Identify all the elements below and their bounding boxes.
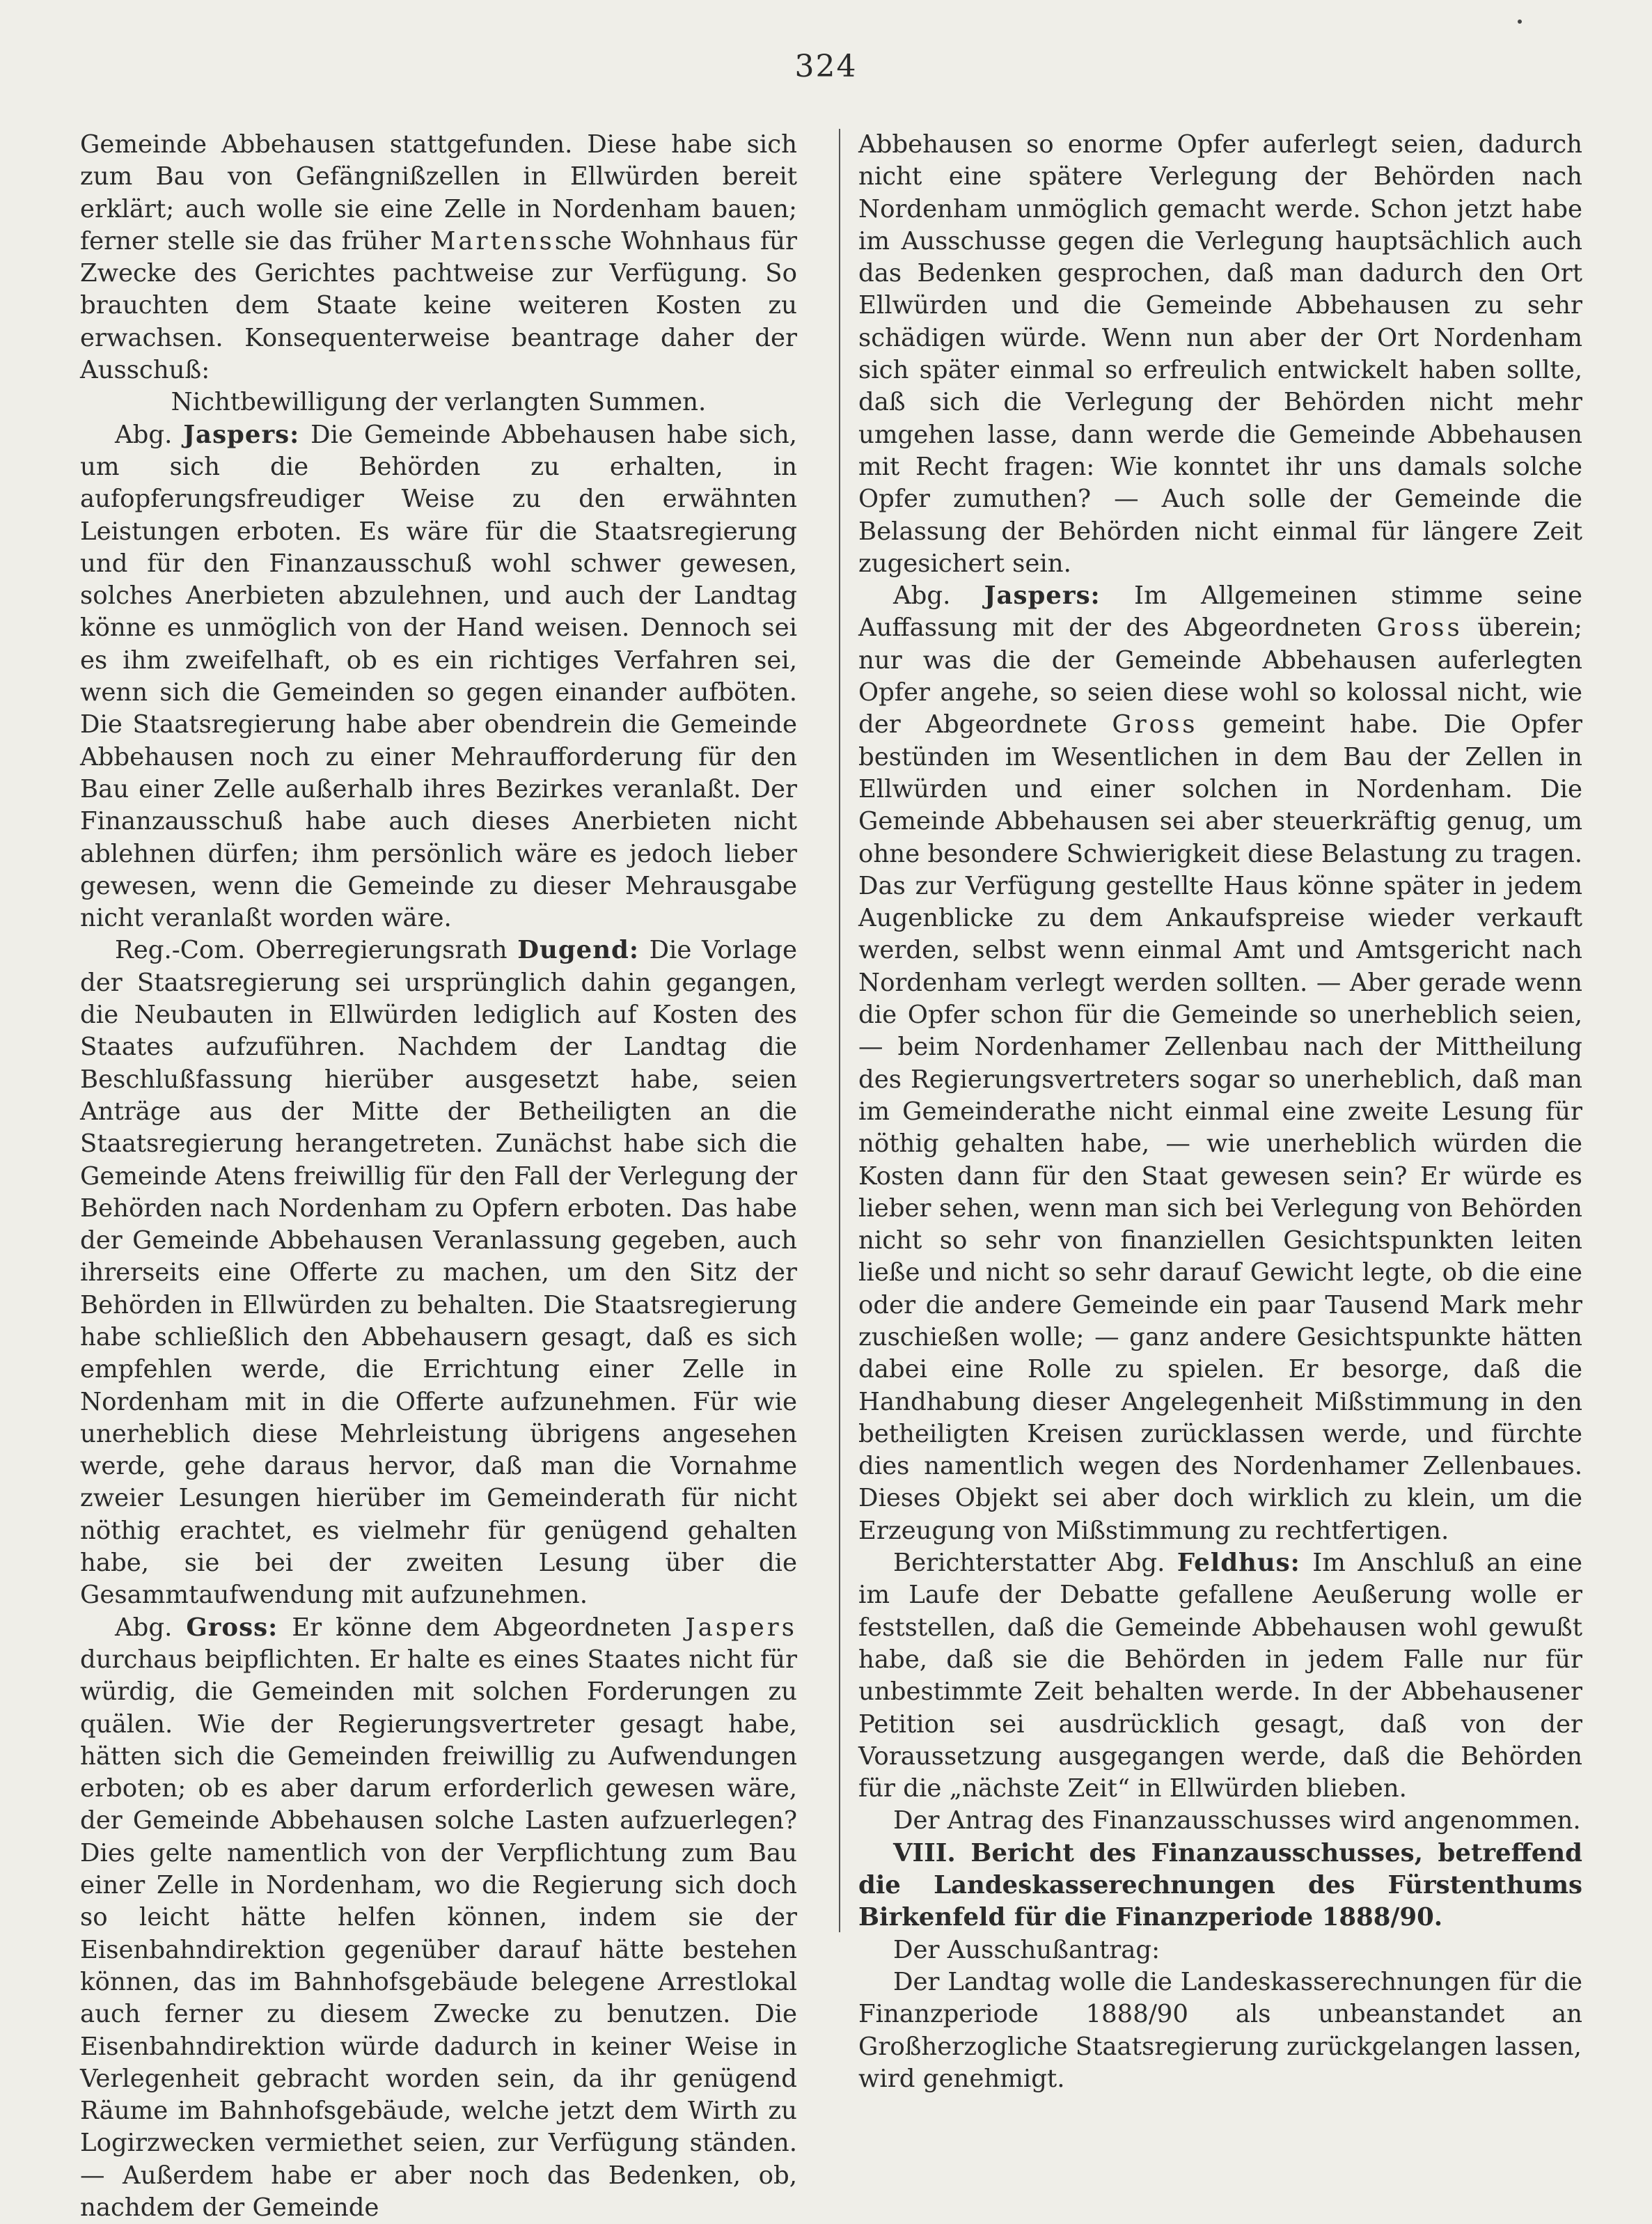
- paragraph: Der Landtag wolle die Landeskasserechnungen für die Finanzperiode 1888/90 als unbeanstandet an Großherzogliche Staatsregierung zurückgelangen lassen,: [858, 1967, 1582, 2061]
- spaced-name: Gross: [1376, 613, 1463, 643]
- paragraph: Gemeinde Abbehausen stattgefunden. Diese habe sich zum Bau von Gefängnißzellen in Ellwürden bereit erklärt; auch wolle sie eine Zelle in Nordenham bauen; ferner stelle sie das früher Martenssche Wohnhaus für Zwecke des Gerichtes pachtweise zur Verfügung. So brauchten dem Staate keine weiteren Kosten zu erwachsen. Konsequenterweise beantrage daher der Ausschuß:: [80, 130, 797, 385]
- paragraph: Abg. Jaspers: Die Gemeinde Abbehausen habe sich, um sich die Behörden zu erhalten, in aufopferungsfreudiger Weise zu den erwähnten Leistungen erboten. Es wäre für die Staatsregierung und für den Finanzausschuß wohl schwer gewesen, solches Anerbieten abzulehnen, und auch der Landtag könne es unmöglich von der Hand weisen. Dennoch sei es ihm zweifelhaft, ob es ein richtiges Verfahren sei, wenn sich die Gemeinden so gegen einander aufböten. Die Staatsregierung habe aber obendrein die Gemeinde Abbehausen noch zu einer Mehraufforderung für den Bau einer Zelle außerhalb ihres Bezirkes veranlaßt. Der Finanzausschuß habe auch dieses Anerbieten nicht ablehnen dürfen; ihm persönlich wäre es jedoch lieber gewesen, wenn die Gemeinde zu dieser Mehrausgabe nicht veranlaßt worden wäre.: [80, 420, 797, 933]
- right-column: [858, 129, 1582, 2095]
- column-divider: [839, 129, 840, 1932]
- speaker-name: Jaspers:: [984, 581, 1101, 611]
- ink-speck: [1518, 19, 1522, 24]
- paragraph: Abbehausen so enorme Opfer auferlegt seien, dadurch nicht eine spätere Verlegung der Behörden nach Nordenham unmöglich gemacht werde. Schon jetzt habe im Ausschusse gegen die Verlegung hauptsächlich auch das Bedenken gesprochen, daß man dadurch den Ort Ellwürden und die Gemeinde Abbehausen zu sehr schädigen würde. Wenn nun aber der Ort Nordenham sich später einmal so erfreulich entwickelt haben sollte, daß sich die Verlegung der Behörden nicht mehr umgehen lasse, dann werde die Gemeinde Abbehausen mit Recht fragen: Wie konntet ihr uns damals solche Opfer zumuthen? — Auch solle der Gemeinde die Belassung der Behörden nicht einmal für längere Zeit zugesichert sein.: [858, 130, 1582, 578]
- spaced-name: Gross: [1112, 710, 1198, 739]
- left-column: [80, 129, 797, 2224]
- speaker-name: Gross:: [186, 1613, 278, 1642]
- paragraph: Der Ausschußantrag:: [893, 1935, 1161, 1964]
- paragraph: wird genehmigt.: [858, 2064, 1065, 2093]
- paragraph: Abg. Gross: Er könne dem Abgeordneten Jaspers durchaus beipflichten. Er halte es eines Staates nicht für würdig, die Gemeinden mit solchen Forderungen zu quälen. Wie der Regierungsvertreter gesagt habe, hätten sich die Gemeinden freiwillig zu Aufwendungen erboten; ob es aber darum erforderlich gewesen wäre, der Gemeinde Abbehausen solche Lasten aufzuerlegen? Dies gelte namentlich von der Verpflichtung zum Bau einer Zelle in Nordenham, wo die Regierung sich doch so leicht hätte helfen können, indem sie der Eisenbahndirektion gegenüber darauf hätte bestehen können, das im Bahnhofsgebäude belegene Arrestlokal auch ferner zu diesem Zwecke zu benutzen. Die Eisenbahndirektion würde dadurch in keiner Weise in Verlegenheit gebracht worden sein, da ihr genügend Räume im Bahnhofsgebäude, welche jetzt dem Wirth zu Logirzwecken vermiethet seien, zur Verfügung ständen. — Außerdem habe er aber noch das Bedenken, ob, nachdem der Gemeinde: [80, 1613, 797, 2222]
- section-title: VIII. Bericht des Finanzausschusses, betreffend die Landeskasserechnungen des Fürstenthums Birkenfeld für die Finanzperiode 1888/90.: [858, 1838, 1582, 1932]
- paragraph: Abg. Jaspers: Im Allgemeinen stimme seine Auffassung mit der des Abgeordneten Gross überein; nur was die der Gemeinde Abbehausen auferlegten Opfer angehe, so seien diese wohl so kolossal nicht, wie der Abgeordnete Gross gemeint habe. Die Opfer bestünden im Wesentlichen in dem Bau der Zellen in Ellwürden und einer solchen in Nordenham. Die Gemeinde Abbehausen sei aber steuerkräftig genug, um ohne besondere Schwierigkeit diese Belastung zu tragen. Das zur Verfügung gestellte Haus könne später in jedem Augenblicke zu dem Ankaufspreise wieder verkauft werden, selbst wenn einmal Amt und Amtsgericht nach Nordenham verlegt werden sollten. — Aber gerade wenn die Opfer schon für die Gemeinde so unerheblich seien, — beim Nordenhamer Zellenbau nach der Mittheilung des Regierungsvertreters sogar so unerheblich, daß man im Gemeinderathe nicht einmal eine zweite Lesung für nöthig gehalten habe, — wie unerheblich würden die Kosten dann für den Staat gewesen sein? Er würde es lieber sehen, wenn man sich bei Verlegung von Behörden nicht so sehr von finanziellen Gesichtspunkten leiten ließe und nicht so sehr darauf Gewicht legte, ob die eine oder die andere Gemeinde ein paar Tausend Mark mehr zuschießen wolle; — ganz andere Gesichtspunkte hätten dabei eine Rolle zu spielen. Er besorge, daß die Handhabung dieser Angelegenheit Mißstimmung in den betheiligten Kreisen zurücklassen werde, und fürchte dies namentlich wegen des Nordenhamer Zellenbaues. Dieses Objekt sei aber doch wirklich zu klein, um die Erzeugung von Mißstimmung zu rechtfertigen.: [858, 581, 1582, 1545]
- speaker-name: Dugend:: [517, 936, 639, 965]
- paragraph: Berichterstatter Abg. Feldhus: Im Anschluß an eine im Laufe der Debatte gefallene Aeußerung wolle er feststellen, daß die Gemeinde Abbehausen wohl gewußt habe, daß sie die Behörden in jedem Falle nur für unbestimmte Zeit behalten werde. In der Abbehausener Petition sei ausdrücklich gesagt, daß von der Voraussetzung ausgegangen werde, daß die Behörden für die „nächste Zeit“ in Ellwürden blieben.: [858, 1549, 1582, 1803]
- speaker-name: Jaspers:: [183, 420, 300, 449]
- spaced-name: Martens: [430, 226, 555, 256]
- speaker-name: Feldhus:: [1177, 1549, 1300, 1578]
- page-number: 324: [794, 49, 858, 84]
- motion-text: Nichtbewilligung der verlangten Summen.: [171, 388, 707, 417]
- spaced-name: Jaspers: [685, 1613, 797, 1642]
- paragraph: Der Antrag des Finanzausschusses wird angenommen.: [893, 1806, 1581, 1835]
- paragraph: Reg.-Com. Oberregierungsrath Dugend: Die Vorlage der Staatsregierung sei ursprünglich dahin gegangen, die Neubauten in Ellwürden lediglich auf Kosten des Staates aufzuführen. Nachdem der Landtag die Beschlußfassung hierüber ausgesetzt habe, seien Anträge aus der Mitte der Betheiligten an die Staatsregierung herangetreten. Zunächst habe sich die Gemeinde Atens freiwillig für den Fall der Verlegung der Behörden nach Nordenham zu Opfern erboten. Das habe der Gemeinde Abbehausen Veranlassung gegeben, auch ihrerseits eine Offerte zu machen, um den Sitz der Behörden in Ellwürden zu behalten. Die Staatsregierung habe schließlich den Abbehausern gesagt, daß es sich empfehlen werde, die Errichtung einer Zelle in Nordenham mit in die Offerte aufzunehmen. Für wie unerheblich diese Mehrleistung übrigens angesehen werde, gehe daraus hervor, daß man die Vornahme zweier Lesungen hierüber im Gemeinderath für nicht nöthig erachtet, es vielmehr für genügend gehalten habe, sie bei der zweiten Lesung über die Gesammtaufwendung mit aufzunehmen.: [80, 936, 797, 1610]
